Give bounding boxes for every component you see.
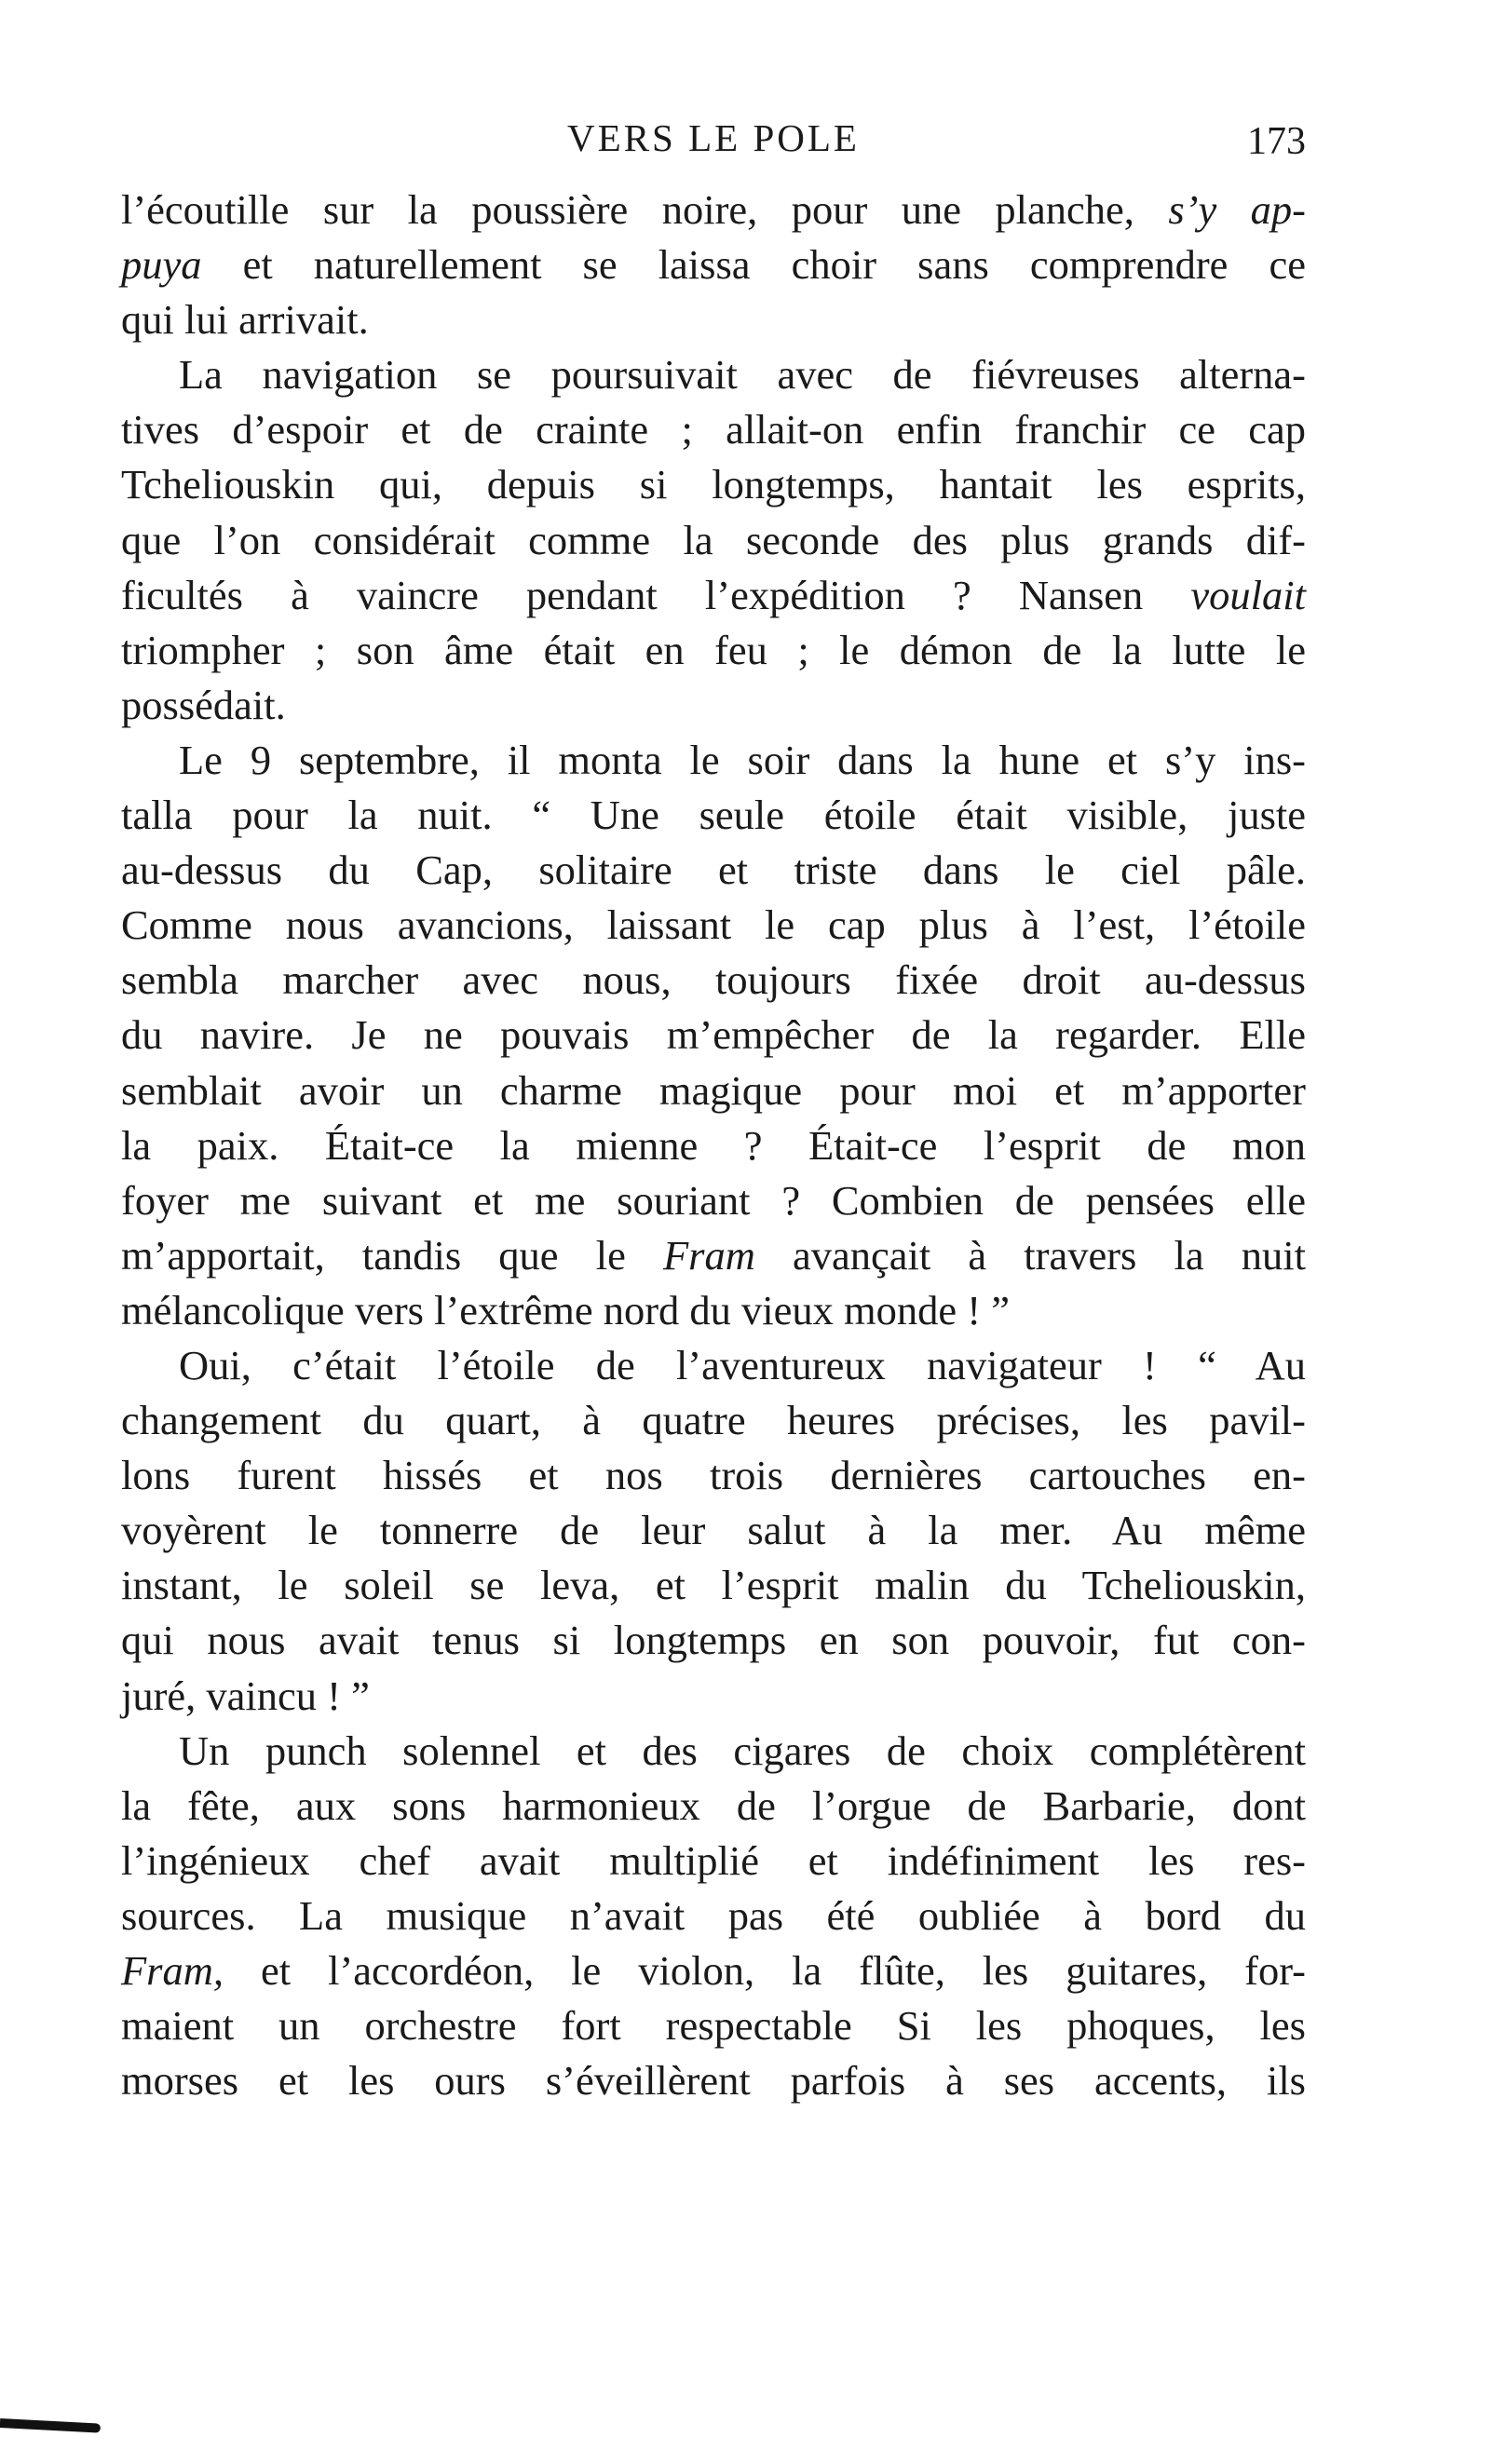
text-line	[121, 568, 1306, 623]
text-line	[121, 1228, 1306, 1283]
text-line	[121, 1338, 1306, 1393]
text-segment: et l’accordéon, le violon, la flûte, les guitares, for-	[224, 1947, 1306, 1994]
text-line	[121, 292, 1306, 347]
text-line	[121, 183, 1306, 237]
text-segment: tives d’espoir et de crainte ; allait-on enfin franchir ce cap	[121, 406, 1306, 454]
text-line	[121, 788, 1306, 843]
text-segment: avançait à travers la nuit	[754, 1231, 1306, 1279]
text-segment: ficultés à vaincre pendant l’expédition ? Nansen	[121, 571, 1191, 618]
text-line	[121, 237, 1306, 292]
text-line	[121, 402, 1306, 457]
text-line	[121, 1393, 1306, 1448]
text-line	[121, 1503, 1306, 1558]
text-segment: juré, vaincu ! ”	[121, 1672, 370, 1719]
text-line	[121, 1889, 1306, 1943]
text-line	[121, 1173, 1306, 1228]
text-line	[121, 1669, 1306, 1724]
text-line	[121, 1613, 1306, 1668]
text-line	[121, 1998, 1306, 2053]
italic-text-segment: puya	[121, 241, 202, 289]
text-line	[121, 1008, 1306, 1063]
text-segment: possédait.	[121, 681, 286, 728]
text-line	[121, 1118, 1306, 1173]
text-segment: Comme nous avancions, laissant le cap plus à l’est, l’étoile	[121, 901, 1306, 949]
text-segment: l’écoutille sur la poussière noire, pour une planche,	[121, 186, 1169, 233]
text-segment: instant, le soleil se leva, et l’esprit malin du Tcheliouskin,	[121, 1562, 1306, 1609]
text-segment: du navire. Je ne pouvais m’empêcher de la regarder. Elle	[121, 1011, 1306, 1059]
text-segment: la paix. Était-ce la mienne ? Était-ce l’esprit de mon	[121, 1121, 1306, 1169]
text-segment: morses et les ours s’éveillèrent parfois à ses accents, ils	[121, 2057, 1306, 2105]
text-segment: au-dessus du Cap, solitaire et triste dans le ciel pâle.	[121, 846, 1306, 894]
text-segment: qui lui arrivait.	[121, 296, 369, 344]
text-line	[121, 1448, 1306, 1503]
text-line	[121, 513, 1306, 568]
text-line	[121, 678, 1306, 733]
text-segment: et naturellement se laissa choir sans comprendre ce	[201, 241, 1306, 289]
text-segment: maient un orchestre fort respectable Si les phoques, les	[121, 2002, 1306, 2050]
text-line	[121, 2053, 1306, 2108]
body-text	[121, 183, 1306, 2108]
text-segment: lons furent hissés et nos trois dernières cartouches en-	[121, 1452, 1306, 1499]
text-segment: qui nous avait tenus si longtemps en son pouvoir, fut con-	[121, 1617, 1306, 1664]
text-segment: l’ingénieux chef avait multiplié et indéfiniment les res-	[121, 1836, 1306, 1884]
text-segment: sembla marcher avec nous, toujours fixée droit au-dessus	[121, 956, 1306, 1004]
text-segment: talla pour la nuit. “ Une seule étoile était visible, juste	[121, 792, 1306, 839]
text-segment: Le 9 septembre, il monta le soir dans la hune et s’y ins-	[179, 736, 1306, 783]
scan-edge-mark	[0, 2418, 101, 2433]
text-segment: changement du quart, à quatre heures précises, les pavil-	[121, 1397, 1306, 1444]
text-line	[121, 953, 1306, 1008]
italic-text-segment: Fram,	[121, 1947, 224, 1994]
text-segment: voyèrent le tonnerre de leur salut à la mer. Au même	[121, 1507, 1306, 1554]
text-segment: La navigation se poursuivait avec de fiévreuses alterna-	[179, 351, 1306, 399]
text-segment: triompher ; son âme était en feu ; le démon de la lutte le	[121, 626, 1306, 673]
text-segment: foyer me suivant et me souriant ? Combien de pensées elle	[121, 1176, 1306, 1224]
text-segment: sources. La musique n’avait pas été oubliée à bord du	[121, 1891, 1306, 1939]
text-segment: mélancolique vers l’extrême nord du vieux monde ! ”	[121, 1286, 1010, 1334]
text-line	[121, 1943, 1306, 1998]
italic-text-segment: s’y ap-	[1168, 186, 1306, 233]
text-segment: Tcheliouskin qui, depuis si longtemps, hantait les esprits,	[121, 461, 1306, 508]
text-line	[121, 1283, 1306, 1338]
text-segment: Oui, c’était l’étoile de l’aventureux navigateur ! “ Au	[179, 1341, 1306, 1388]
text-line	[121, 898, 1306, 953]
text-segment: la fête, aux sons harmonieux de l’orgue de Barbarie, dont	[121, 1781, 1306, 1829]
italic-text-segment: voulait	[1190, 571, 1306, 618]
running-title: VERS LE POLE	[567, 116, 860, 159]
text-segment: Un punch solennel et des cigares de choix complétèrent	[179, 1726, 1306, 1774]
text-line	[121, 457, 1306, 512]
running-head	[121, 110, 1306, 166]
text-segment: m’apportait, tandis que le	[121, 1231, 663, 1279]
text-line	[121, 733, 1306, 788]
text-line	[121, 1834, 1306, 1889]
text-segment: que l’on considérait comme la seconde des plus grands dif-	[121, 516, 1306, 563]
italic-text-segment: Fram	[662, 1231, 755, 1279]
text-line	[121, 1779, 1306, 1834]
text-segment: semblait avoir un charme magique pour moi et m’apporter	[121, 1066, 1306, 1114]
text-line	[121, 1558, 1306, 1613]
page-number: 173	[1247, 120, 1306, 163]
text-line	[121, 1724, 1306, 1779]
text-line	[121, 1063, 1306, 1118]
text-line	[121, 347, 1306, 402]
text-line	[121, 623, 1306, 678]
text-line	[121, 843, 1306, 898]
